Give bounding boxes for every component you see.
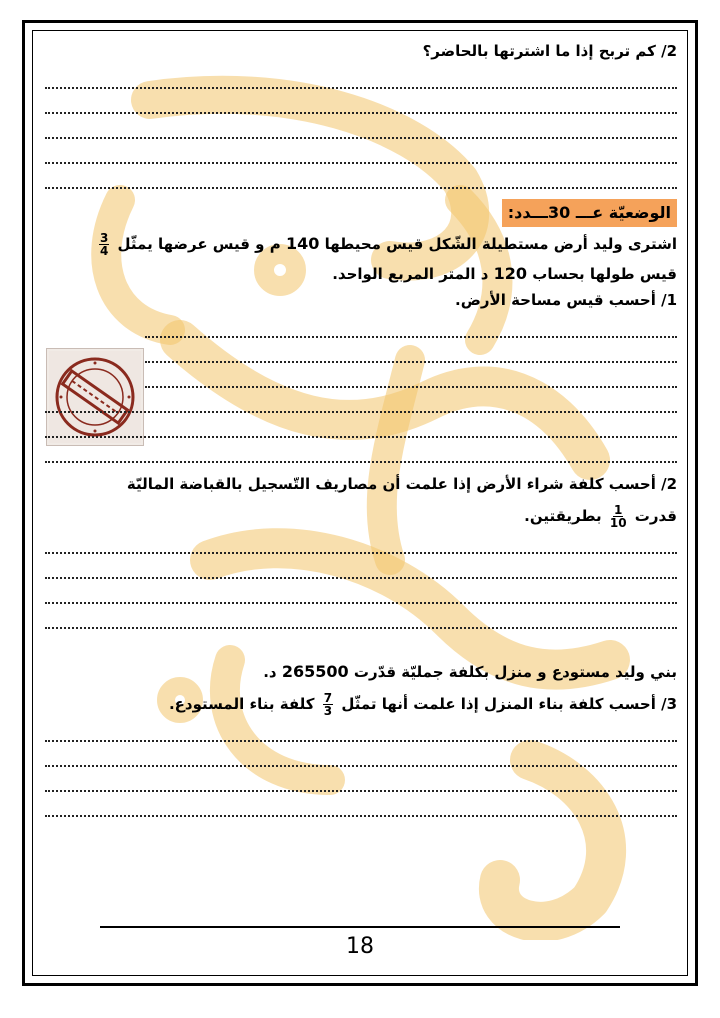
fraction-denominator: 3	[323, 704, 333, 718]
fraction-width	[99, 232, 109, 257]
answer-line	[45, 413, 677, 438]
fraction-fee	[610, 504, 627, 529]
answer-line	[45, 529, 677, 554]
answer-line	[45, 742, 677, 767]
answer-line	[45, 717, 677, 742]
question-house-cost	[45, 691, 677, 717]
section-title-row	[45, 195, 677, 227]
question-text: كلفة بناء المستودع.	[168, 695, 315, 713]
answer-line	[45, 64, 677, 89]
answer-line	[45, 438, 677, 463]
footer-divider	[100, 926, 620, 928]
price-value: 120	[493, 264, 528, 283]
problem-statement-line2	[45, 261, 677, 287]
question-text: 3/ أحسب كلفة بناء المنزل إذا علمت أنها تمثّل	[341, 695, 677, 713]
question-cost-line1: 2/ أحسب كلفة شراء الأرض إذا علمت أن مصاريف التّسجيل بالقباضة الماليّة	[126, 475, 677, 493]
fraction-denominator: 4	[99, 244, 109, 258]
answer-line	[145, 313, 677, 338]
page-number: 18	[346, 934, 374, 959]
answer-line	[45, 604, 677, 629]
answer-line	[45, 114, 677, 139]
building-text: د.	[263, 663, 277, 681]
fraction-numerator: 1	[614, 503, 623, 517]
problem-text: اشترى وليد أرض مستطيلة الشّكل قيس محيطها	[324, 235, 677, 253]
perimeter-value: 140	[285, 234, 320, 253]
answer-line	[45, 89, 677, 114]
worksheet-content	[45, 38, 677, 817]
fraction-denominator: 10	[609, 516, 627, 530]
problem-text: د المتر المربع الواحد.	[332, 265, 489, 283]
answer-line	[45, 792, 677, 817]
question-text: بطريقتين.	[524, 507, 602, 525]
fraction-house	[323, 692, 333, 717]
problem-text: قيس طولها بحساب	[532, 265, 677, 283]
question-profit: 2/ كم تربح إذا ما اشترتها بالحاضر؟	[422, 42, 677, 60]
question-cost-line2	[45, 503, 677, 529]
fraction-numerator: 3	[99, 231, 109, 245]
answer-line	[45, 139, 677, 164]
building-statement	[45, 659, 677, 685]
answer-line	[45, 579, 677, 604]
section-title: الوضعيّة عـــ 30ـــدد:	[502, 199, 677, 227]
problem-statement-line1	[45, 231, 677, 257]
fraction-numerator: 7	[323, 691, 333, 705]
question-area: 1/ أحسب قيس مساحة الأرض.	[455, 291, 677, 309]
answer-line	[145, 363, 677, 388]
answer-line	[45, 388, 677, 413]
answer-line	[45, 164, 677, 189]
problem-text: م و قيس عرضها يمثّل	[117, 235, 281, 253]
answer-line	[45, 767, 677, 792]
question-text: قدرت	[634, 507, 677, 525]
answer-line	[45, 554, 677, 579]
building-text: بني وليد مستودع و منزل بكلفة جمليّة قدّرت	[353, 663, 677, 681]
answer-line	[145, 338, 677, 363]
total-cost-value: 265500	[281, 662, 349, 681]
